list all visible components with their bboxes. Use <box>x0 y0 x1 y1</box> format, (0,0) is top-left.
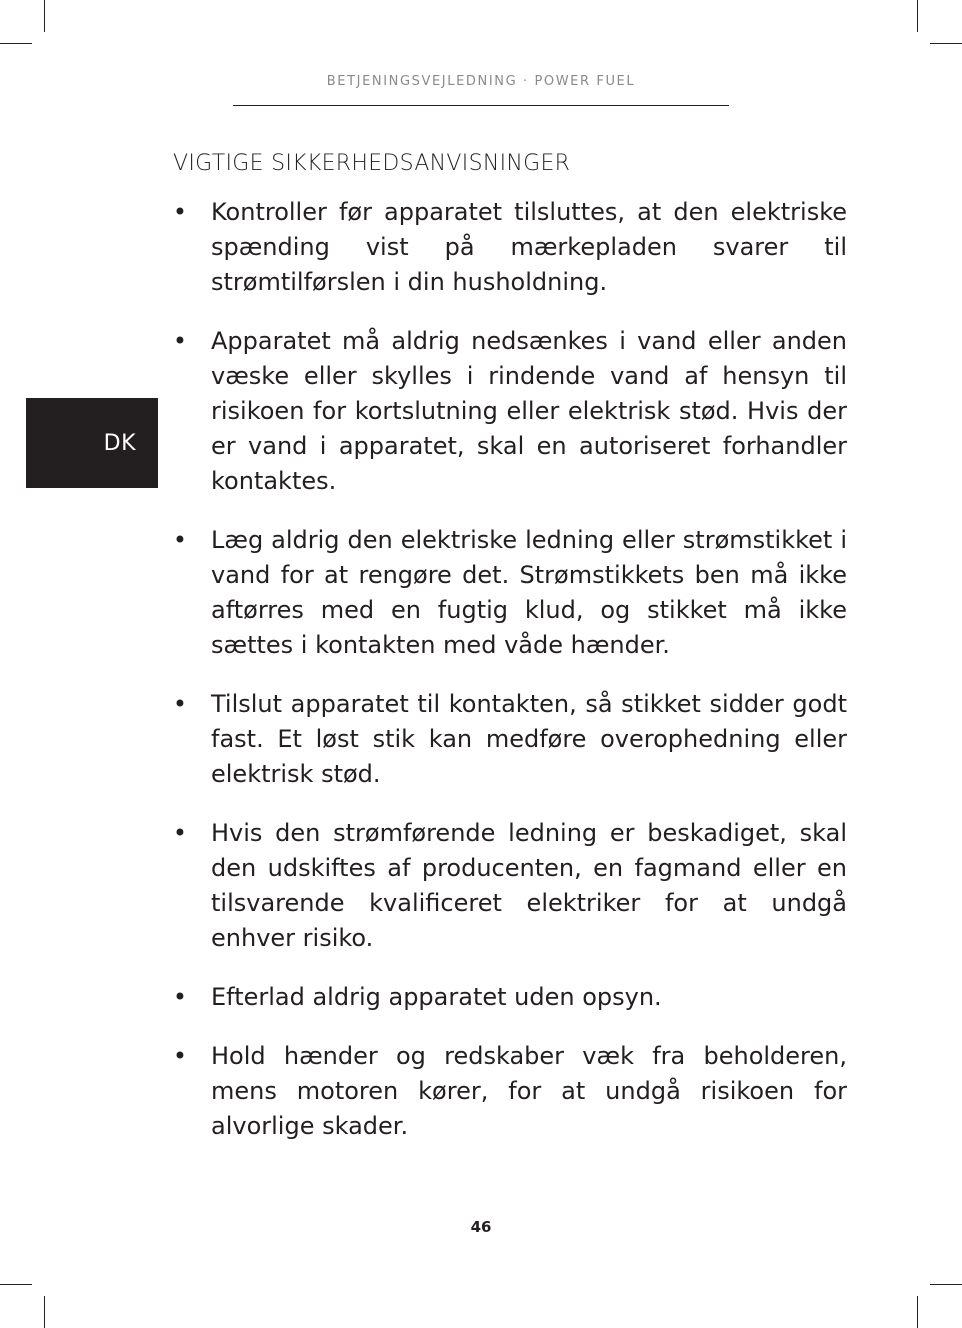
crop-mark-top-right-horizontal <box>930 43 962 44</box>
bullet-icon: • <box>172 526 188 554</box>
list-item <box>170 195 847 300</box>
list-item <box>170 816 847 956</box>
list-item-text: Tilslut apparatet til kontakten, så stikket sidder godt fast. Et løst stik kan medføre overophedning eller elektrisk stød. <box>211 690 847 788</box>
section-title: VIGTIGE SIKKERHEDSANVISNINGER <box>173 151 571 176</box>
running-header: BETJENINGSVEJLEDNING · POWER FUEL <box>326 74 636 89</box>
bullet-icon: • <box>172 690 188 718</box>
bullet-icon: • <box>172 327 188 355</box>
list-item <box>170 523 847 663</box>
header-rule <box>233 105 729 106</box>
bullet-icon: • <box>172 819 188 847</box>
list-item <box>170 980 847 1015</box>
crop-mark-bottom-left-horizontal <box>0 1284 32 1285</box>
page-number: 46 <box>470 1218 492 1236</box>
safety-instructions-list <box>170 195 847 1168</box>
language-tab-label: DK <box>103 430 136 456</box>
list-item-text: Apparatet må aldrig nedsænkes i vand eller anden væske eller skylles i rindende vand af hensyn til risikoen for kortslutning eller elektrisk stød. Hvis der er vand i apparatet, skal en autoriseret forhandler kontaktes. <box>211 327 847 495</box>
list-item-text: Efterlad aldrig apparatet uden opsyn. <box>211 983 662 1011</box>
list-item-text: Læg aldrig den elektriske ledning eller strømstikket i vand for at rengøre det. Strømstikkets ben må ikke aftørres med en fugtig klud, og stikket må ikke sættes i kontakten med våde hænder. <box>211 526 847 659</box>
language-tab <box>26 398 158 488</box>
bullet-icon: • <box>172 1042 188 1070</box>
list-item <box>170 1039 847 1144</box>
crop-mark-bottom-right-horizontal <box>930 1284 962 1285</box>
crop-mark-bottom-right-vertical <box>917 1296 918 1328</box>
crop-mark-bottom-left-vertical <box>44 1296 45 1328</box>
list-item-text: Kontroller før apparatet tilsluttes, at den elektriske spænding vist på mærkepladen svarer til strømtilførslen i din husholdning. <box>211 198 847 296</box>
list-item <box>170 324 847 499</box>
crop-mark-top-right-vertical <box>917 0 918 32</box>
list-item-text: Hvis den strømførende ledning er beskadiget, skal den udskiftes af producenten, en fagmand eller en tilsvarende kvalificeret elektriker for at undgå enhver risiko. <box>211 819 847 952</box>
bullet-icon: • <box>172 198 188 226</box>
list-item <box>170 687 847 792</box>
bullet-icon: • <box>172 983 188 1011</box>
crop-mark-top-left-vertical <box>44 0 45 32</box>
list-item-text: Hold hænder og redskaber væk fra beholderen, mens motoren kører, for at undgå risikoen for alvorlige skader. <box>211 1042 847 1140</box>
crop-mark-top-left-horizontal <box>0 43 32 44</box>
